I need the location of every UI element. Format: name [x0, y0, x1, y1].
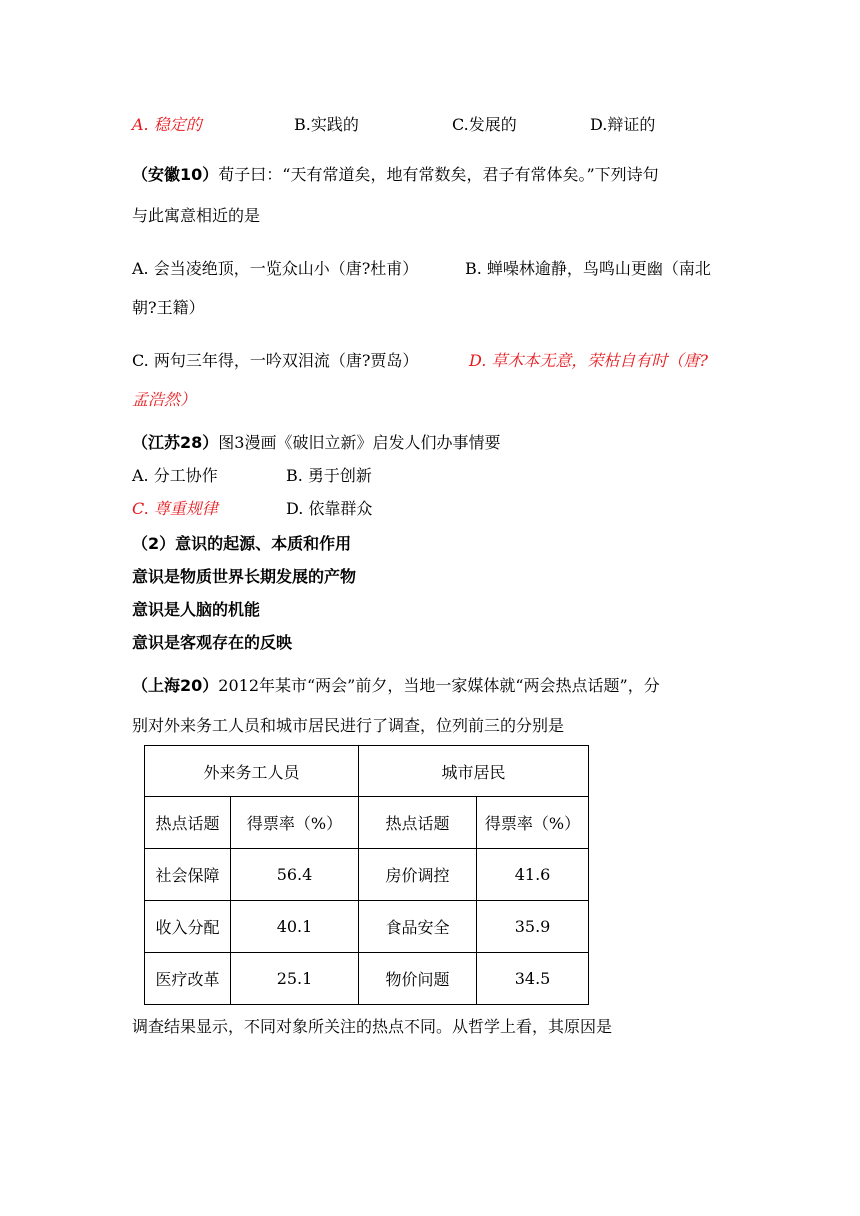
- option-b-cont: 朝?王籍）: [132, 298, 205, 317]
- option-c: C.发展的: [452, 115, 517, 134]
- section-point: 意识是客观存在的反映: [132, 633, 293, 652]
- question-text: 2012年某市“两会”前夕，当地一家媒体就“两会热点话题”，分: [218, 676, 660, 695]
- option-b: B. 勇于创新: [286, 466, 372, 485]
- table-cell: 医疗改革: [145, 953, 231, 1005]
- table-column-header: 热点话题: [359, 797, 477, 849]
- option-c-answer: C. 尊重规律: [132, 499, 218, 518]
- table-group-header: 外来务工人员: [145, 746, 359, 797]
- table-cell: 房价调控: [359, 849, 477, 901]
- table-cell: 25.1: [231, 953, 359, 1005]
- table-cell: 食品安全: [359, 901, 477, 953]
- section-heading: （2）意识的起源、本质和作用: [132, 534, 352, 553]
- table-cell: 34.5: [477, 953, 589, 1005]
- question-text: 图3漫画《破旧立新》启发人们办事情要: [218, 433, 501, 452]
- question-anhui-stem: [132, 167, 659, 183]
- table-cell: 41.6: [477, 849, 589, 901]
- option-a: A. 分工协作: [132, 466, 218, 485]
- table-cell: 收入分配: [145, 901, 231, 953]
- option-d: D. 依靠群众: [286, 499, 373, 518]
- option-d-answer: D. 草木本无意，荣枯自有时（唐?: [469, 351, 709, 370]
- option-a: A. 会当凌绝顶，一览众山小（唐?杜甫）: [132, 259, 419, 278]
- question-source: （安徽10）: [132, 165, 219, 184]
- table-cell: 56.4: [231, 849, 359, 901]
- option-b: B.实践的: [294, 115, 359, 134]
- question-source: （上海20）: [132, 676, 219, 695]
- table-subheader-row: [145, 797, 589, 849]
- option-c: C. 两句三年得，一吟双泪流（唐?贾岛）: [132, 351, 419, 370]
- table-row: [145, 849, 589, 901]
- table-cell: 社会保障: [145, 849, 231, 901]
- option-d-answer-cont: 孟浩然）: [132, 390, 197, 409]
- table-column-header: 热点话题: [145, 797, 231, 849]
- section-point: 意识是物质世界长期发展的产物: [132, 567, 357, 586]
- table-cell: 物价问题: [359, 953, 477, 1005]
- table-row: [145, 901, 589, 953]
- table-column-header: 得票率（%）: [231, 797, 359, 849]
- question-jiangsu-stem: [132, 435, 500, 451]
- question-anhui-stem-cont: 与此寓意相近的是: [132, 206, 261, 225]
- survey-table: [144, 745, 589, 1005]
- table-column-header: 得票率（%）: [477, 797, 589, 849]
- question-source: （江苏28）: [132, 433, 219, 452]
- table-cell: 35.9: [477, 901, 589, 953]
- option-d: D.辩证的: [590, 115, 656, 134]
- table-cell: 40.1: [231, 901, 359, 953]
- option-b: B. 蝉噪林逾静，鸟鸣山更幽（南北: [465, 259, 711, 278]
- question-shanghai-stem: [132, 678, 660, 694]
- question-shanghai-conclusion: 调查结果显示，不同对象所关注的热点不同。从哲学上看，其原因是: [132, 1017, 613, 1036]
- option-a-answer: A. 稳定的: [132, 115, 202, 134]
- question-shanghai-stem-cont: 别对外来务工人员和城市居民进行了调查，位列前三的分别是: [132, 716, 565, 735]
- table-header-row: [145, 746, 589, 797]
- table-row: [145, 953, 589, 1005]
- section-point: 意识是人脑的机能: [132, 600, 261, 619]
- table-group-header: 城市居民: [359, 746, 589, 797]
- question-text: 荀子曰：“天有常道矣，地有常数矣，君子有常体矣。”下列诗句: [218, 165, 659, 184]
